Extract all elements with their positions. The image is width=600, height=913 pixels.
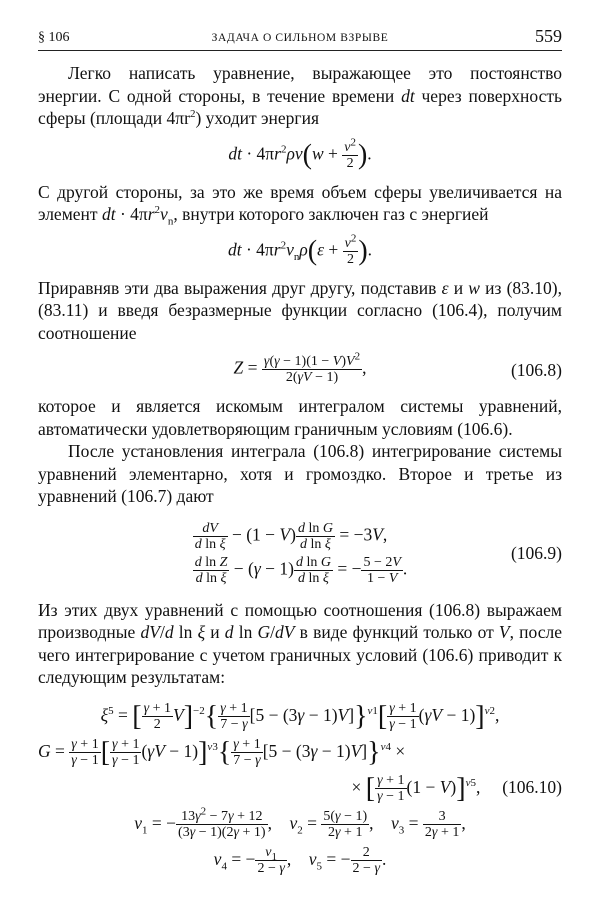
equation-106-9: $\frac{dV}{\text{d ln ξ}}$ − (1 − V) $\frac{\text{d ln G}}{\text{d ln ξ}}$ = −3V, $\frac{\text{d ln Z}}{\text{d ln ξ}}$ − (γ − 1) $\frac{\text{d ln G}}{\text{d ln ξ}}$ = − $\frac{5 - 2V}{1 - V}$ . (106.9) — [194, 520, 562, 586]
page-header — [38, 22, 562, 48]
header-rule — [38, 50, 562, 51]
equation-number: (106.9) — [510, 542, 562, 563]
page-number: 559 — [535, 26, 562, 46]
paragraph-5: После установления интеграла (106.8) интегрирование системы уравнений элементарно, хотя и громоздко. Второе и третье из уравнений (106.7) дают — [38, 441, 562, 506]
paragraph-1: Легко написать уравнение, выражающее это постоянство энергии. С одной стороны, в течение времени dt через поверхность сферы (площади $4\pi r^2$) уходит энергия — [38, 63, 562, 128]
equation-number: (106.10) — [502, 776, 562, 797]
paragraph-2: С другой стороны, за это же время объем сферы увеличивается на элемент dt · $4\pi r^2v_n$, внутри которого заключен газ с энергией — [38, 181, 562, 228]
paragraph-3: Приравняв эти два выражения друг другу, подставив ε и w из (83.10), (83.11) и введя безразмерные функции согласно (106.4), получим соотношение — [38, 277, 562, 343]
equation-gas-energy: dt · $4\pi r^2v_n\rho(\varepsilon$ + $\frac{v^2}{2}$ ). — [227, 231, 373, 267]
equation-106-10: $\xi^5$ = [ $\frac{\gamma + 1}{2}$ V]$^{-2}${ $\frac{\gamma + 1}{7 - \gamma}$ [5 − (3γ − 1)V]}$^{\nu 1}$[ $\frac{\gamma + 1}{\gamma - 1}$ (γV − 1)]$^{\nu 2}$, G = $\frac{\gamma + 1}{\gamma - 1}$ [ $\frac{\gamma + 1}{\gamma - 1}$ (γV − 1)]$^{\nu 3}${ $\frac{\gamma + 1}{7 - \gamma}$ [5 − (3γ − 1)V]}$^{\nu 4}$ × × [ $\frac{\gamma + 1}{\gamma - 1}$ (1 − V)]$^{\nu 5}$, (106.10) $\nu_1$ = − $\frac{13\gamma^2 - 7\gamma + 12}{(3\gamma - 1)(2\gamma + 1)}$ , $\nu_2$ = $\frac{5(\gamma - 1)}{2\gamma + 1}$ , $\nu_3$ = $\frac{3}{2\gamma + 1}$ , $\nu_4$ = − $\frac{\nu_1}{2 - \gamma}$ , $\nu_5$ = − $\frac{2}{2 - \gamma}$ . — [38, 700, 562, 876]
equation-energy-flux: dt · $4\pi r^2\rho v(w$ + $\frac{v^2}{2}$ ). — [228, 135, 372, 171]
equation-number: (106.8) — [510, 359, 562, 380]
equation-106-8: Z = $\frac{\gamma(\gamma - 1)(1 - V)V^2}{2(\gamma V - 1)}$ , (106.8) — [233, 350, 562, 385]
paragraph-6: Из этих двух уравнений с помощью соотношения (106.8) выражаем производные dV/d ln ξ и d ln G/dV в виде функций только от V, после чего интегрирование с учетом граничных условий (106.6) приводит к следующим результатам: — [38, 599, 562, 687]
paragraph-4: которое и является искомым интегралом системы уравнений, автоматически удовлетворяющим граничным условиям (106.6). — [38, 396, 562, 439]
running-title: ЗАДАЧА О СИЛЬНОМ ВЗРЫВЕ — [211, 32, 389, 44]
page-body — [38, 62, 562, 885]
section-number: § 106 — [38, 30, 70, 45]
